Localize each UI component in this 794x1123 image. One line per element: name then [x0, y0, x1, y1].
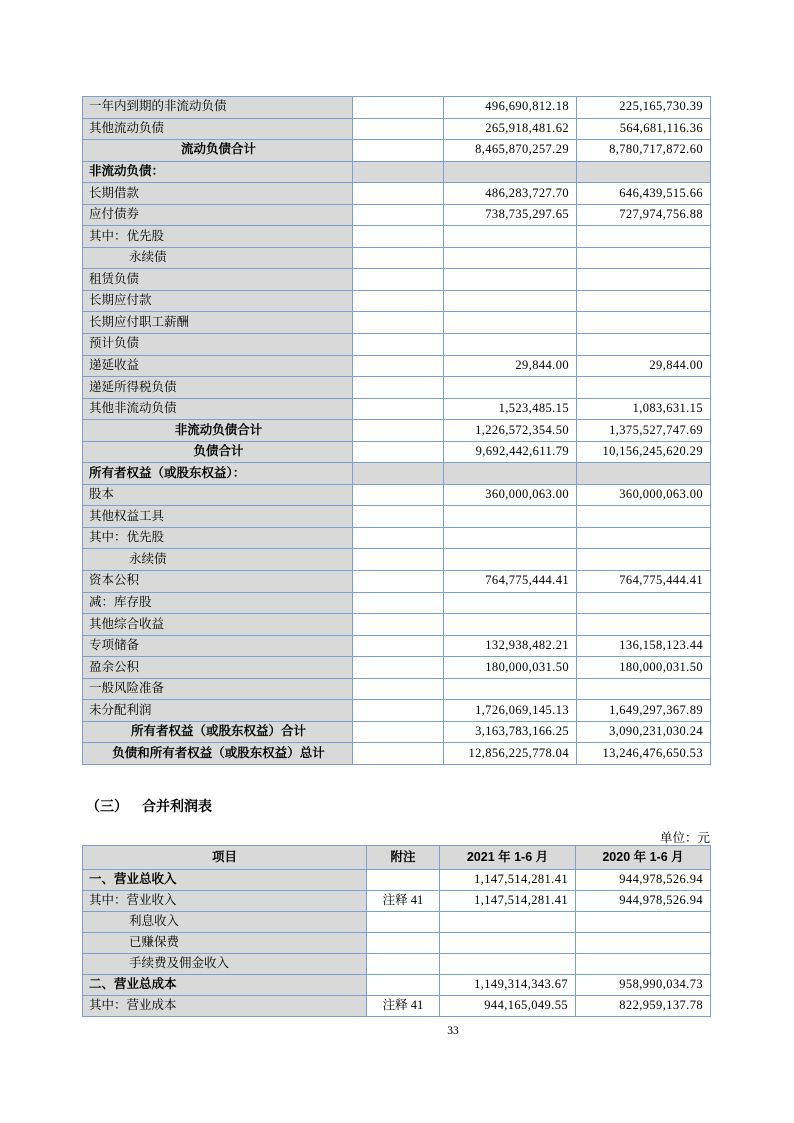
item-cell: 手续费及佣金收入 — [83, 954, 367, 975]
value-cell-prior — [577, 312, 711, 334]
value-cell-current — [444, 269, 577, 291]
note-cell — [353, 398, 444, 420]
value-cell-prior — [577, 334, 711, 356]
value-cell-prior: 764,775,444.41 — [577, 571, 711, 593]
table-row — [83, 140, 711, 162]
item-cell: 减：库存股 — [83, 592, 353, 614]
value-cell-prior — [576, 954, 711, 975]
table-row — [83, 161, 711, 183]
value-cell-prior — [576, 912, 711, 933]
table-row — [83, 657, 711, 679]
item-cell: 所有者权益（或股东权益）合计 — [83, 721, 353, 743]
note-cell — [353, 140, 444, 162]
value-cell-current — [444, 226, 577, 248]
value-cell-current: 29,844.00 — [444, 355, 577, 377]
table-row — [83, 226, 711, 248]
value-cell-prior — [577, 527, 711, 549]
note-cell — [353, 549, 444, 571]
table-row — [83, 420, 711, 442]
item-cell: 一、营业总收入 — [83, 870, 367, 891]
value-cell-current: 1,149,314,343.67 — [440, 975, 576, 996]
item-cell: 其中：营业收入 — [83, 891, 367, 912]
item-cell: 递延所得税负债 — [83, 377, 353, 399]
item-cell: 一般风险准备 — [83, 678, 353, 700]
item-cell: 其中：优先股 — [83, 226, 353, 248]
table-row — [83, 592, 711, 614]
item-cell: 资本公积 — [83, 571, 353, 593]
value-cell-current: 1,147,514,281.41 — [440, 870, 576, 891]
item-cell: 已赚保费 — [83, 933, 367, 954]
note-cell — [353, 721, 444, 743]
value-cell-prior — [577, 463, 711, 485]
table-row — [83, 312, 711, 334]
value-cell-current — [440, 912, 576, 933]
item-cell: 永续债 — [83, 549, 353, 571]
value-cell-prior: 1,649,297,367.89 — [577, 700, 711, 722]
item-cell: 非流动负债合计 — [83, 420, 353, 442]
value-cell-current: 496,690,812.18 — [444, 97, 577, 119]
table-row — [83, 721, 711, 743]
table-row — [83, 891, 711, 912]
table-row — [83, 996, 711, 1017]
item-cell: 负债和所有者权益（或股东权益）总计 — [83, 743, 353, 765]
table-row — [83, 933, 711, 954]
note-cell — [367, 933, 440, 954]
value-cell-current — [444, 678, 577, 700]
item-cell: 一年内到期的非流动负债 — [83, 97, 353, 119]
value-cell-prior — [577, 592, 711, 614]
value-cell-prior — [577, 506, 711, 528]
table-row — [83, 975, 711, 996]
value-cell-current — [444, 592, 577, 614]
value-cell-prior: 646,439,515.66 — [577, 183, 711, 205]
table-row — [83, 527, 711, 549]
value-cell-prior: 180,000,031.50 — [577, 657, 711, 679]
page-number: 33 — [447, 1025, 459, 1037]
table-row — [83, 334, 711, 356]
item-cell: 永续债 — [83, 247, 353, 269]
value-cell-prior: 225,165,730.39 — [577, 97, 711, 119]
value-cell-current — [444, 506, 577, 528]
note-cell — [353, 226, 444, 248]
item-cell: 专项储备 — [83, 635, 353, 657]
table-row — [83, 870, 711, 891]
item-cell: 盈余公积 — [83, 657, 353, 679]
table-row — [83, 183, 711, 205]
value-cell-current — [444, 334, 577, 356]
item-cell: 其中：营业成本 — [83, 996, 367, 1017]
note-cell: 注释 41 — [367, 996, 440, 1017]
note-cell — [353, 635, 444, 657]
value-cell-prior — [577, 614, 711, 636]
value-cell-prior: 958,990,034.73 — [576, 975, 711, 996]
table-row — [83, 635, 711, 657]
table-row — [83, 549, 711, 571]
note-cell — [353, 377, 444, 399]
table-row — [83, 441, 711, 463]
note-cell — [367, 975, 440, 996]
table-row — [83, 204, 711, 226]
value-cell-current: 132,938,482.21 — [444, 635, 577, 657]
note-cell — [353, 743, 444, 765]
item-cell: 其他权益工具 — [83, 506, 353, 528]
value-cell-prior — [576, 933, 711, 954]
value-cell-current — [444, 527, 577, 549]
note-cell — [367, 954, 440, 975]
value-cell-prior — [577, 549, 711, 571]
item-cell: 预计负债 — [83, 334, 353, 356]
table-row — [83, 290, 711, 312]
value-cell-prior — [577, 226, 711, 248]
note-cell — [353, 420, 444, 442]
value-cell-prior: 360,000,063.00 — [577, 484, 711, 506]
item-cell: 未分配利润 — [83, 700, 353, 722]
value-cell-current: 9,692,442,611.79 — [444, 441, 577, 463]
value-cell-current: 944,165,049.55 — [440, 996, 576, 1017]
table-row — [83, 247, 711, 269]
value-cell-current — [444, 247, 577, 269]
value-cell-prior: 1,083,631.15 — [577, 398, 711, 420]
note-cell — [353, 269, 444, 291]
note-cell — [353, 614, 444, 636]
note-cell — [353, 441, 444, 463]
value-cell-current — [440, 933, 576, 954]
value-cell-current: 764,775,444.41 — [444, 571, 577, 593]
note-cell — [353, 204, 444, 226]
item-cell: 长期借款 — [83, 183, 353, 205]
table-row — [83, 269, 711, 291]
income-statement-header-row — [83, 846, 711, 870]
value-cell-prior: 10,156,245,620.29 — [577, 441, 711, 463]
value-cell-prior: 944,978,526.94 — [576, 891, 711, 912]
table-row — [83, 912, 711, 933]
value-cell-current — [444, 614, 577, 636]
note-cell — [353, 97, 444, 119]
item-cell: 二、营业总成本 — [83, 975, 367, 996]
value-cell-prior: 136,158,123.44 — [577, 635, 711, 657]
table-row — [83, 118, 711, 140]
column-header: 2021 年 1-6 月 — [440, 846, 576, 870]
column-header: 附注 — [367, 846, 440, 870]
section-heading — [86, 796, 212, 816]
table-row — [83, 700, 711, 722]
value-cell-prior — [577, 290, 711, 312]
value-cell-current: 3,163,783,166.25 — [444, 721, 577, 743]
table-row — [83, 484, 711, 506]
value-cell-prior: 564,681,116.36 — [577, 118, 711, 140]
value-cell-prior — [577, 269, 711, 291]
value-cell-prior — [577, 678, 711, 700]
table-row — [83, 678, 711, 700]
item-cell: 其他综合收益 — [83, 614, 353, 636]
value-cell-current — [444, 161, 577, 183]
column-header: 2020 年 1-6 月 — [576, 846, 711, 870]
value-cell-prior — [577, 247, 711, 269]
value-cell-prior — [577, 161, 711, 183]
value-cell-current: 1,523,485.15 — [444, 398, 577, 420]
value-cell-current: 1,147,514,281.41 — [440, 891, 576, 912]
note-cell — [353, 290, 444, 312]
note-cell — [353, 183, 444, 205]
value-cell-current — [444, 463, 577, 485]
note-cell — [353, 657, 444, 679]
note-cell — [353, 247, 444, 269]
table-row — [83, 743, 711, 765]
table-row — [83, 355, 711, 377]
item-cell: 流动负债合计 — [83, 140, 353, 162]
unit-note: 单位：元 — [659, 831, 710, 845]
table-row — [83, 463, 711, 485]
balance-sheet-table — [82, 96, 711, 765]
page-number-container — [0, 1025, 794, 1037]
note-cell — [353, 571, 444, 593]
item-cell: 非流动负债： — [83, 161, 353, 183]
note-cell: 注释 41 — [367, 891, 440, 912]
column-header: 项目 — [83, 846, 367, 870]
item-cell: 应付债券 — [83, 204, 353, 226]
item-cell: 递延收益 — [83, 355, 353, 377]
note-cell — [353, 592, 444, 614]
note-cell — [353, 527, 444, 549]
value-cell-current: 12,856,225,778.04 — [444, 743, 577, 765]
table-row — [83, 954, 711, 975]
value-cell-prior: 822,959,137.78 — [576, 996, 711, 1017]
note-cell — [353, 506, 444, 528]
note-cell — [353, 678, 444, 700]
value-cell-prior: 13,246,476,650.53 — [577, 743, 711, 765]
value-cell-current: 8,465,870,257.29 — [444, 140, 577, 162]
note-cell — [353, 463, 444, 485]
note-cell — [353, 161, 444, 183]
value-cell-current: 360,000,063.00 — [444, 484, 577, 506]
value-cell-prior — [577, 377, 711, 399]
item-cell: 所有者权益（或股东权益）： — [83, 463, 353, 485]
item-cell: 利息收入 — [83, 912, 367, 933]
note-cell — [353, 484, 444, 506]
value-cell-prior: 3,090,231,030.24 — [577, 721, 711, 743]
value-cell-current — [444, 549, 577, 571]
value-cell-prior: 727,974,756.88 — [577, 204, 711, 226]
note-cell — [353, 312, 444, 334]
table-row — [83, 97, 711, 119]
item-cell: 其他流动负债 — [83, 118, 353, 140]
item-cell: 其他非流动负债 — [83, 398, 353, 420]
table-row — [83, 614, 711, 636]
item-cell: 租赁负债 — [83, 269, 353, 291]
note-cell — [353, 700, 444, 722]
value-cell-current — [444, 290, 577, 312]
value-cell-current — [444, 312, 577, 334]
value-cell-prior: 8,780,717,872.60 — [577, 140, 711, 162]
note-cell — [353, 118, 444, 140]
note-cell — [353, 334, 444, 356]
item-cell: 长期应付款 — [83, 290, 353, 312]
section-number: （三） — [86, 798, 128, 814]
item-cell: 负债合计 — [83, 441, 353, 463]
note-cell — [353, 355, 444, 377]
value-cell-current — [444, 377, 577, 399]
item-cell: 股本 — [83, 484, 353, 506]
value-cell-current: 1,726,069,145.13 — [444, 700, 577, 722]
value-cell-prior: 1,375,527,747.69 — [577, 420, 711, 442]
value-cell-current: 265,918,481.62 — [444, 118, 577, 140]
item-cell: 其中：优先股 — [83, 527, 353, 549]
item-cell: 长期应付职工薪酬 — [83, 312, 353, 334]
section-title: 合并利润表 — [142, 798, 212, 814]
note-cell — [367, 912, 440, 933]
table-row — [83, 377, 711, 399]
table-row — [83, 506, 711, 528]
table-row — [83, 398, 711, 420]
value-cell-current — [440, 954, 576, 975]
value-cell-prior: 944,978,526.94 — [576, 870, 711, 891]
value-cell-prior: 29,844.00 — [577, 355, 711, 377]
value-cell-current: 738,735,297.65 — [444, 204, 577, 226]
value-cell-current: 180,000,031.50 — [444, 657, 577, 679]
value-cell-current: 486,283,727.70 — [444, 183, 577, 205]
income-statement-table — [82, 845, 711, 1017]
table-row — [83, 571, 711, 593]
note-cell — [367, 870, 440, 891]
value-cell-current: 1,226,572,354.50 — [444, 420, 577, 442]
